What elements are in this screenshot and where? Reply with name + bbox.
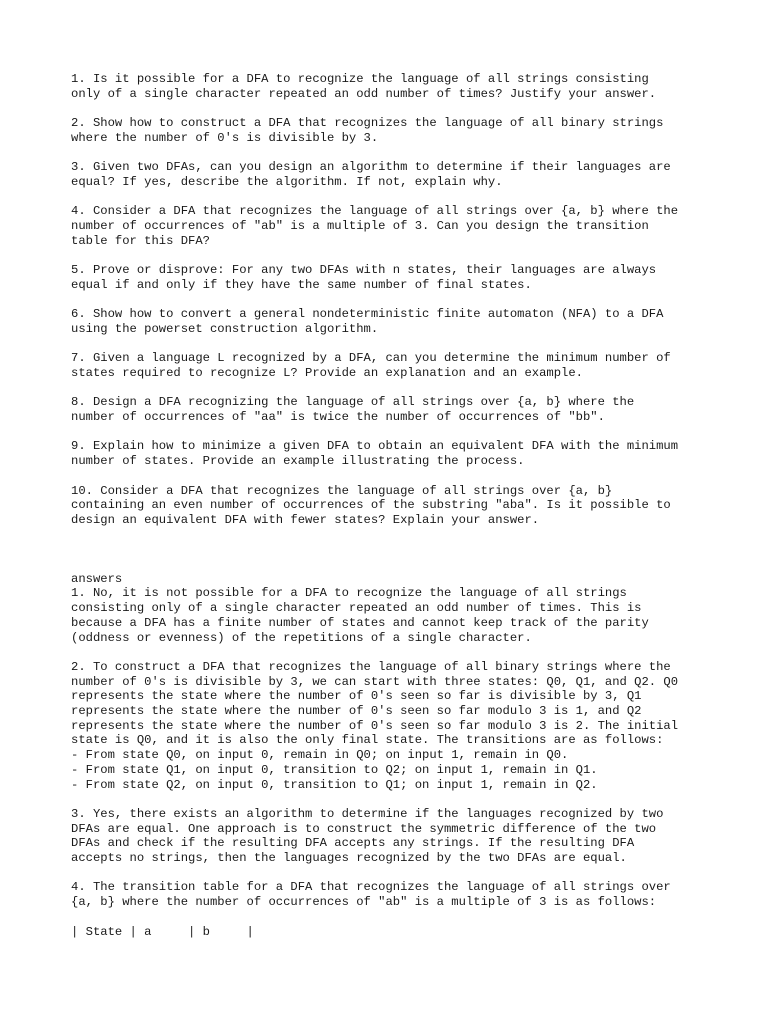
question-10: 10. Consider a DFA that recognizes the language of all strings over {a, b} containing an even number of occurrences of the substring "aba". Is it possible to design an equivalent DFA with fewer states? Explain your answer. — [71, 483, 671, 527]
transition-table-header: | State | a | b | — [71, 924, 254, 939]
question-3: 3. Given two DFAs, can you design an algorithm to determine if their languages are equal? If yes, describe the algorithm. If not, explain why. — [71, 160, 671, 189]
section-spacer — [71, 542, 731, 571]
answer-4: 4. The transition table for a DFA that recognizes the language of all strings over {a, b} where the number of occurrences of "ab" is a multiple of 3 is as follows: — [71, 880, 671, 910]
answer-2: 2. To construct a DFA that recognizes the language of all binary strings where the number of 0's is divisible by 3, we can start with three states: Q0, Q1, and Q2. Q0 represents the state where the number of 0's seen so far is divisible by 3, Q1 represents the state where the number of 0's seen so far modulo 3 is 1, and Q2 represents the state where the number of 0's seen so far modulo 3 is 2. The initial state is Q0, and it is also the only final state. The transitions are as follows: - From state Q0, on input 0, remain in Q0; on input 1, remain in Q0. - From state Q1, on input 0, transition to Q2; on input 1, remain in Q1. - From state Q2, on input 0, transition to Q1; on input 1, remain in Q2. — [71, 659, 679, 792]
question-8: 8. Design a DFA recognizing the language of all strings over {a, b} where the number of occurrences of "aa" is twice the number of occurrences of "bb". — [71, 395, 635, 425]
question-7: 7. Given a language L recognized by a DFA, can you determine the minimum number of states required to recognize L? Provide an explanation and an example. — [71, 351, 671, 380]
answer-3: 3. Yes, there exists an algorithm to determine if the languages recognized by two DFAs are equal. One approach is to construct the symmetric difference of the two DFAs and check if the resulting DFA accepts any strings. If the resulting DFA accepts no strings, then the languages recognized by the two DFAs are equal. — [71, 806, 664, 866]
question-9: 9. Explain how to minimize a given DFA to obtain an equivalent DFA with the minimum number of states. Provide an example illustrating the process. — [71, 439, 679, 469]
question-2: 2. Show how to construct a DFA that recognizes the language of all binary strings where the number of 0's is divisible by 3. — [71, 116, 664, 145]
answers-heading: answers — [71, 571, 123, 586]
document-body — [71, 72, 731, 954]
answer-1: 1. No, it is not possible for a DFA to recognize the language of all strings consisting only of a single character repeated an odd number of times. This is because a DFA has a finite number of states and cannot keep track of the parity (oddness or evenness) of the repetitions of a single character. — [71, 586, 649, 645]
question-4: 4. Consider a DFA that recognizes the language of all strings over {a, b} where the number of occurrences of "ab" is a multiple of 3. Can you design the transition table for this DFA? — [71, 204, 679, 248]
question-6: 6. Show how to convert a general nondeterministic finite automaton (NFA) to a DFA using the powerset construction algorithm. — [71, 307, 664, 336]
question-5: 5. Prove or disprove: For any two DFAs with n states, their languages are always equal if and only if they have the same number of final states. — [71, 263, 657, 292]
question-1: 1. Is it possible for a DFA to recognize the language of all strings consisting only of a single character repeated an odd number of times? Justify your answer. — [71, 72, 657, 101]
